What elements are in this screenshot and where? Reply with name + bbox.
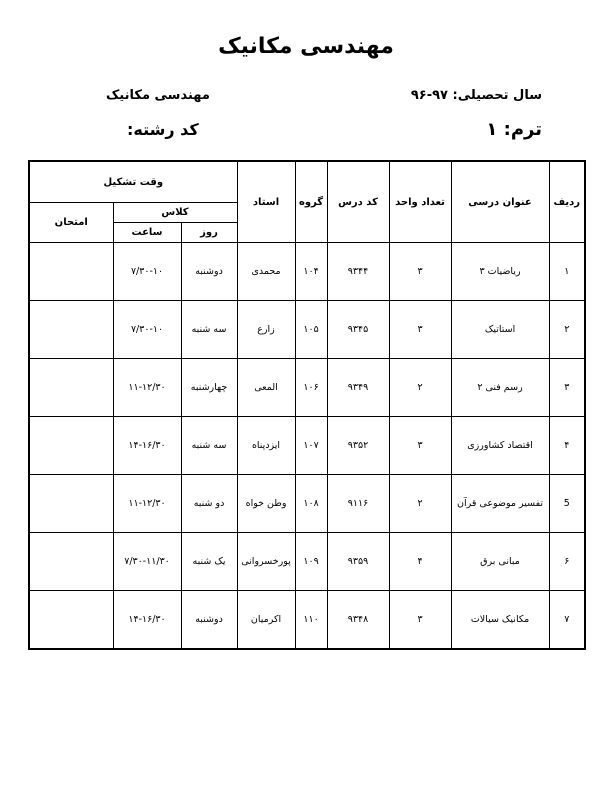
- cell-course-title: اقتصاد کشاورزی: [451, 417, 549, 475]
- cell-exam: [29, 591, 113, 650]
- cell-teacher: محمدی: [237, 243, 295, 301]
- header-row-number: ردیف: [549, 161, 585, 243]
- cell-course-title: رسم فنی ۲: [451, 359, 549, 417]
- cell-time: ۱۴-۱۶/۳۰: [113, 591, 181, 650]
- cell-course-title: استاتیک: [451, 301, 549, 359]
- cell-teacher: پورخسروانی: [237, 533, 295, 591]
- cell-teacher: ایزدپناه: [237, 417, 295, 475]
- cell-exam: [29, 417, 113, 475]
- table-row: [29, 533, 585, 591]
- cell-day: چهارشنبه: [181, 359, 237, 417]
- table-row: [29, 417, 585, 475]
- cell-exam: [29, 359, 113, 417]
- cell-time: ۱۱-۱۲/۳۰: [113, 475, 181, 533]
- cell-row-number: ۱: [549, 243, 585, 301]
- cell-teacher: وطن خواه: [237, 475, 295, 533]
- cell-course-code: ۹۱۱۶: [327, 475, 389, 533]
- cell-time: ۷/۳۰-۱۱/۳۰: [113, 533, 181, 591]
- cell-course-code: ۹۳۵۹: [327, 533, 389, 591]
- cell-course-title: مبانی برق: [451, 533, 549, 591]
- table-row: [29, 359, 585, 417]
- cell-units: ۲: [389, 359, 451, 417]
- cell-course-title: مکانیک سیالات: [451, 591, 549, 650]
- cell-course-title: ریاضیات ۳: [451, 243, 549, 301]
- cell-time: ۷/۳۰-۱۰: [113, 301, 181, 359]
- cell-course-code: ۹۳۵۲: [327, 417, 389, 475]
- cell-group: ۱۰۴: [295, 243, 327, 301]
- cell-group: ۱۰۹: [295, 533, 327, 591]
- page-title: مهندسی مکانیک: [218, 34, 394, 59]
- cell-exam: [29, 533, 113, 591]
- cell-units: ۳: [389, 591, 451, 650]
- cell-row-number: ۳: [549, 359, 585, 417]
- cell-day: یک شنبه: [181, 533, 237, 591]
- cell-row-number: ۶: [549, 533, 585, 591]
- cell-course-code: ۹۳۴۴: [327, 243, 389, 301]
- table-row: [29, 475, 585, 533]
- table-row: [29, 243, 585, 301]
- header-class: کلاس: [113, 203, 237, 223]
- cell-units: ۴: [389, 533, 451, 591]
- header-teacher: استاد: [237, 161, 295, 243]
- header-course-code: کد درس: [327, 161, 389, 243]
- cell-group: ۱۰۷: [295, 417, 327, 475]
- header-course-title: عنوان درسی: [451, 161, 549, 243]
- header-time: ساعت: [113, 223, 181, 243]
- major-name: مهندسی مکانیک: [106, 88, 210, 103]
- cell-course-title: تفسیر موضوعی قرآن: [451, 475, 549, 533]
- header-units: تعداد واحد: [389, 161, 451, 243]
- header-exam: امتحان: [29, 203, 113, 243]
- cell-units: ۲: [389, 475, 451, 533]
- cell-day: سه شنبه: [181, 301, 237, 359]
- cell-row-number: ۲: [549, 301, 585, 359]
- cell-teacher: المعی: [237, 359, 295, 417]
- cell-row-number: 5: [549, 475, 585, 533]
- cell-row-number: ۴: [549, 417, 585, 475]
- cell-units: ۳: [389, 243, 451, 301]
- cell-day: دوشنبه: [181, 243, 237, 301]
- cell-exam: [29, 475, 113, 533]
- cell-course-code: ۹۳۴۵: [327, 301, 389, 359]
- cell-row-number: ۷: [549, 591, 585, 650]
- cell-day: سه شنبه: [181, 417, 237, 475]
- academic-year: سال تحصیلی: ۹۷-۹۶: [410, 88, 542, 103]
- cell-exam: [29, 243, 113, 301]
- cell-group: ۱۰۸: [295, 475, 327, 533]
- term-label: ترم: ۱: [486, 119, 542, 140]
- cell-units: ۳: [389, 417, 451, 475]
- table-row: [29, 301, 585, 359]
- cell-teacher: زارع: [237, 301, 295, 359]
- cell-time: ۱۴-۱۶/۳۰: [113, 417, 181, 475]
- cell-exam: [29, 301, 113, 359]
- cell-time: ۷/۳۰-۱۰: [113, 243, 181, 301]
- header-schedule: وقت تشکیل: [29, 161, 237, 203]
- major-code-label: کد رشته:: [127, 120, 199, 139]
- cell-day: دوشنبه: [181, 591, 237, 650]
- cell-day: دو شنبه: [181, 475, 237, 533]
- cell-course-code: ۹۳۴۸: [327, 591, 389, 650]
- header-group: گروه: [295, 161, 327, 243]
- cell-group: ۱۰۵: [295, 301, 327, 359]
- table-row: [29, 591, 585, 650]
- cell-teacher: اکرمیان: [237, 591, 295, 650]
- header-day: روز: [181, 223, 237, 243]
- cell-group: ۱۱۰: [295, 591, 327, 650]
- cell-course-code: ۹۳۴۹: [327, 359, 389, 417]
- cell-group: ۱۰۶: [295, 359, 327, 417]
- cell-units: ۳: [389, 301, 451, 359]
- cell-time: ۱۱-۱۲/۳۰: [113, 359, 181, 417]
- course-schedule-table: [28, 160, 586, 650]
